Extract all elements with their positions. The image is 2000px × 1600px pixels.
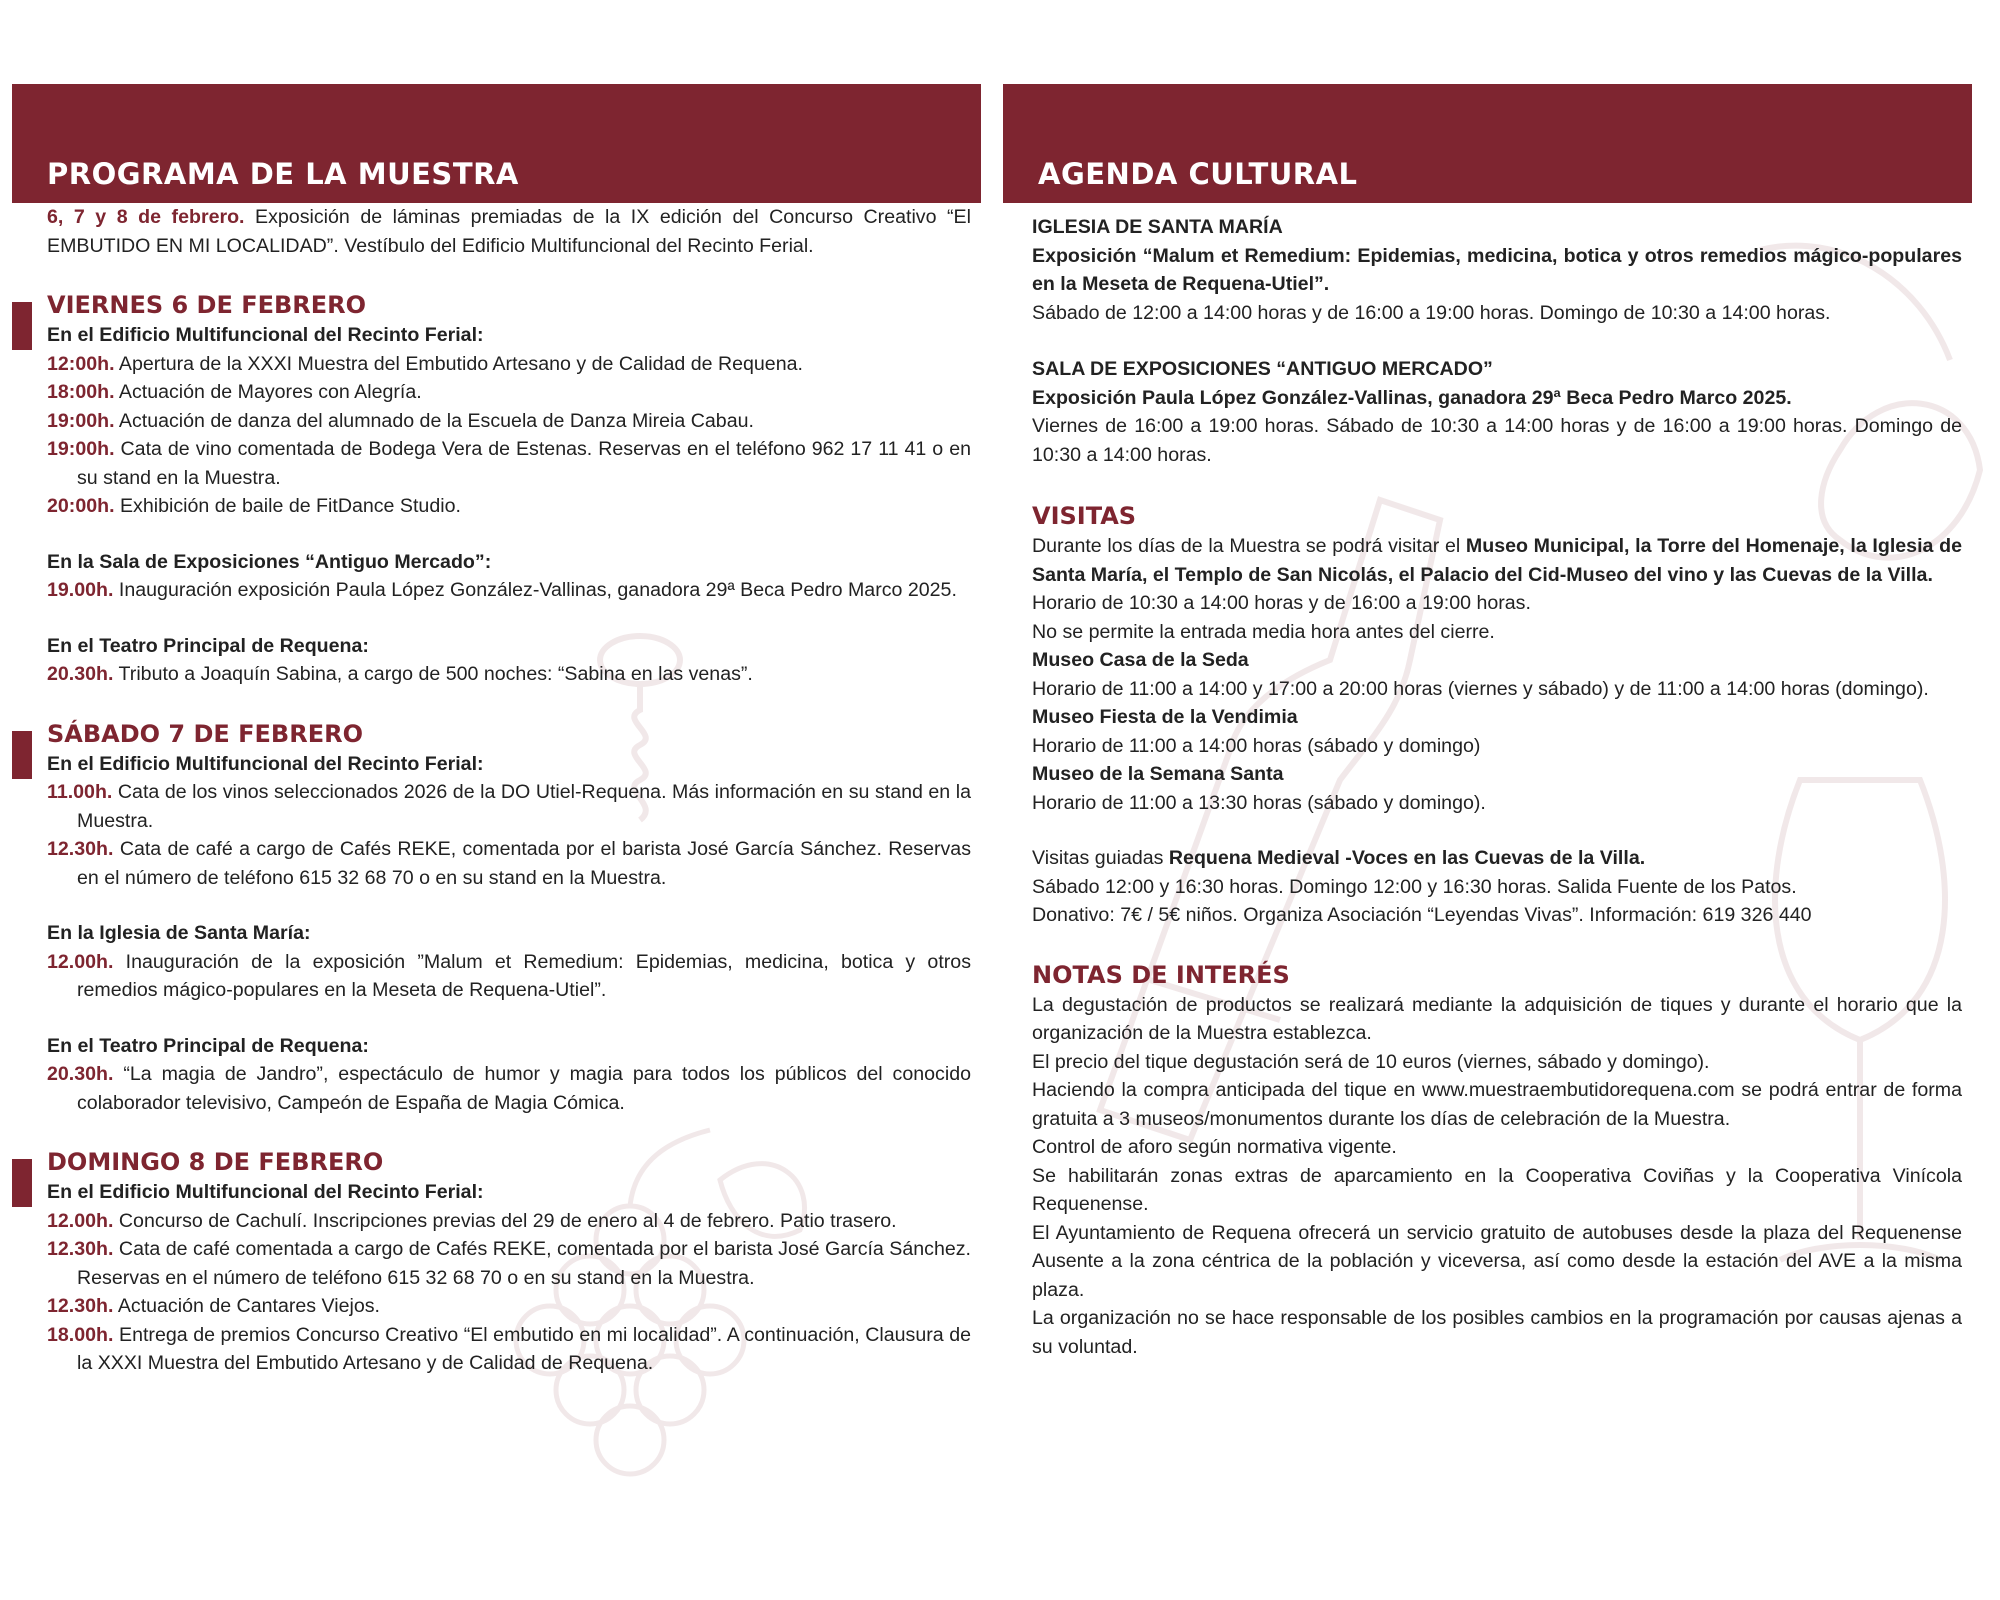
event-text: Cata de los vinos seleccionados 2026 de la DO Utiel-Requena. Más información en su stand en la Muestra. bbox=[77, 781, 971, 832]
intro-date: 6, 7 y 8 de febrero. bbox=[47, 206, 245, 228]
visitas-intro bbox=[1032, 532, 1962, 589]
nota-item: La degustación de productos se realizará mediante la adquisición de tiques y durante el horario que la organización de la Muestra establezca. bbox=[1032, 993, 1962, 1044]
event-text: Inauguración de la exposición ”Malum et Remedium: Epidemias, medicina, botica y otros remedios mágico-populares en la Meseta de Requena-Utiel”. bbox=[77, 950, 971, 1001]
iglesia-exhibition: Exposición “Malum et Remedium: Epidemias, medicina, botica y otros remedios mágico-populares en la Meseta de Requena-Utiel”. bbox=[1032, 244, 1962, 295]
event-time: 19:00h. bbox=[47, 438, 115, 460]
event-text: Actuación de Mayores con Alegría. bbox=[118, 381, 422, 403]
event-text: Actuación de Cantares Viejos. bbox=[117, 1295, 380, 1317]
event-text: Inauguración exposición Paula López González-Vallinas, ganadora 29ª Beca Pedro Marco 2025. bbox=[118, 579, 957, 601]
event-time: 12.00h. bbox=[47, 950, 114, 973]
visitas-intro-text: Durante los días de la Muestra se podrá visitar el bbox=[1032, 535, 1461, 557]
nota-item: Control de aforo según normativa vigente. bbox=[1032, 1136, 1397, 1158]
nota-item: Haciendo la compra anticipada del tique en www.muestraembutidorequena.com se podrá entrar de forma gratuita a 3 museos/monumentos durante los días de celebración de la Muestra. bbox=[1032, 1079, 1962, 1130]
event-item bbox=[47, 576, 971, 605]
agenda-body bbox=[1003, 213, 1972, 1361]
museum-hours: Horario de 11:00 a 14:00 y 17:00 a 20:00 horas (viernes y sábado) y de 11:00 a 14:00 horas (domingo). bbox=[1032, 677, 1929, 700]
programa-banner bbox=[12, 84, 981, 203]
section-marker bbox=[12, 1159, 32, 1207]
event-item bbox=[47, 948, 971, 1005]
event-text: Apertura de la XXXI Muestra del Embutido Artesano y de Calidad de Requena. bbox=[118, 352, 803, 375]
event-item bbox=[47, 1060, 971, 1117]
guided-info: Donativo: 7€ / 5€ niños. Organiza Asociación “Leyendas Vivas”. Información: 619 326 440 bbox=[1032, 904, 1812, 926]
venue-heading: En el Edificio Multifuncional del Recinto Ferial: bbox=[47, 324, 484, 346]
venue-heading: En el Edificio Multifuncional del Recinto Ferial: bbox=[47, 1181, 484, 1203]
visitas-places: Museo Municipal, la Torre del Homenaje, la Iglesia de Santa María, el Templo de San Nicolás, el Palacio del Cid-Museo del vino y las Cuevas de la Villa. bbox=[1032, 535, 1962, 586]
day-title: VIERNES 6 DE FEBRERO bbox=[47, 291, 367, 319]
event-time: 19.00h. bbox=[47, 579, 114, 601]
event-time: 12.30h. bbox=[47, 1238, 114, 1260]
iglesia-heading: IGLESIA DE SANTA MARÍA bbox=[1032, 216, 1283, 238]
event-time: 12:00h. bbox=[47, 352, 115, 375]
venue-heading: En el Teatro Principal de Requena: bbox=[47, 1034, 369, 1057]
visitas-hours: Horario de 10:30 a 14:00 horas y de 16:00 a 19:00 horas. bbox=[1032, 592, 1531, 614]
event-item bbox=[47, 407, 971, 436]
visitas-note: No se permite la entrada media hora antes del cierre. bbox=[1032, 620, 1495, 643]
museum-name: Museo de la Semana Santa bbox=[1032, 763, 1284, 785]
nota-item: Se habilitarán zonas extras de aparcamiento en la Cooperativa Coviñas y la Cooperativa Vinícola Requenense. bbox=[1032, 1164, 1962, 1215]
day-section-domingo bbox=[47, 1147, 971, 1378]
venue-heading: En el Teatro Principal de Requena: bbox=[47, 634, 369, 657]
section-marker bbox=[12, 731, 32, 779]
event-item bbox=[47, 1207, 971, 1236]
agenda-banner bbox=[1003, 84, 1972, 203]
museum-hours: Horario de 11:00 a 14:00 horas (sábado y domingo) bbox=[1032, 734, 1481, 757]
event-text: Concurso de Cachulí. Inscripciones previas del 29 de enero al 4 de febrero. Patio trasero. bbox=[118, 1209, 897, 1232]
venue-heading: En la Iglesia de Santa María: bbox=[47, 922, 311, 944]
programa-intro bbox=[47, 203, 971, 260]
guided-visits bbox=[1032, 844, 1962, 873]
event-time: 12.30h. bbox=[47, 1295, 114, 1317]
event-text: “La magia de Jandro”, espectáculo de humor y magia para todos los públicos del conocido colaborador televisivo, Campeón de España de Magia Cómica. bbox=[77, 1063, 971, 1114]
event-time: 20:00h. bbox=[47, 495, 115, 517]
sala-block bbox=[1032, 355, 1962, 469]
agenda-column bbox=[1003, 84, 1972, 1361]
event-text: Cata de vino comentada de Bodega Vera de Estenas. Reservas en el teléfono 962 17 11 41 o en su stand en la Muestra. bbox=[77, 438, 971, 489]
event-item bbox=[47, 435, 971, 492]
museum-name: Museo Casa de la Seda bbox=[1032, 649, 1249, 671]
event-item bbox=[47, 835, 971, 892]
iglesia-hours: Sábado de 12:00 a 14:00 horas y de 16:00 a 19:00 horas. Domingo de 10:30 a 14:00 horas. bbox=[1032, 301, 1831, 324]
agenda-title: AGENDA CULTURAL bbox=[1038, 157, 1358, 191]
event-item bbox=[47, 1235, 971, 1292]
event-time: 11.00h. bbox=[47, 781, 113, 803]
nota-item: La organización no se hace responsable de los posibles cambios en la programación por causas ajenas a su voluntad. bbox=[1032, 1307, 1962, 1358]
nota-item: El precio del tique degustación será de 10 euros (viernes, sábado y domingo). bbox=[1032, 1050, 1710, 1073]
day-title: DOMINGO 8 DE FEBRERO bbox=[47, 1148, 384, 1176]
nota-item: El Ayuntamiento de Requena ofrecerá un servicio gratuito de autobuses desde la plaza del Requenense Ausente a la zona céntrica de la población y viceversa, así como desde la estación del AVE a la misma plaza. bbox=[1032, 1221, 1962, 1301]
event-text: Cata de café comentada a cargo de Cafés REKE, comentada por el barista José García Sánchez. Reservas en el número de teléfono 615 32 68 70 o en su stand en la Muestra. bbox=[77, 1238, 971, 1289]
event-item bbox=[47, 778, 971, 835]
intro-text: Exposición de láminas premiadas de la IX edición del Concurso Creativo “El EMBUTIDO EN MI LOCALIDAD”. Vestíbulo del Edificio Multifuncional del Recinto Ferial. bbox=[47, 206, 971, 257]
venue-heading: En el Edificio Multifuncional del Recinto Ferial: bbox=[47, 752, 484, 775]
event-time: 20.30h. bbox=[47, 1063, 114, 1085]
event-item bbox=[47, 1321, 971, 1378]
event-text: Tributo a Joaquín Sabina, a cargo de 500 noches: “Sabina en las venas”. bbox=[118, 663, 753, 685]
visitas-block bbox=[1032, 501, 1962, 930]
museum-name: Museo Fiesta de la Vendimia bbox=[1032, 706, 1298, 728]
visitas-title: VISITAS bbox=[1032, 502, 1137, 530]
venue-heading: En la Sala de Exposiciones “Antiguo Mercado”: bbox=[47, 550, 492, 573]
event-text: Actuación de danza del alumnado de la Escuela de Danza Mireia Cabau. bbox=[118, 409, 754, 432]
event-time: 18.00h. bbox=[47, 1323, 114, 1346]
event-time: 12.00h. bbox=[47, 1209, 114, 1232]
programa-title: PROGRAMA DE LA MUESTRA bbox=[47, 157, 519, 191]
sala-exhibition: Exposición Paula López González-Vallinas, ganadora 29ª Beca Pedro Marco 2025. bbox=[1032, 386, 1792, 409]
museum-hours: Horario de 11:00 a 13:30 horas (sábado y domingo). bbox=[1032, 791, 1486, 814]
event-item bbox=[47, 1292, 971, 1321]
event-text: Entrega de premios Concurso Creativo “El embutido en mi localidad”. A continuación, Clausura de la XXXI Muestra del Embutido Artesano y de Calidad de Requena. bbox=[77, 1323, 971, 1374]
programa-body bbox=[12, 203, 981, 1378]
event-item bbox=[47, 350, 971, 379]
event-item bbox=[47, 660, 971, 689]
event-text: Cata de café a cargo de Cafés REKE, comentada por el barista José García Sánchez. Reservas en el número de teléfono 615 32 68 70 o en su stand en la Muestra. bbox=[77, 838, 971, 889]
day-section-sabado bbox=[47, 719, 971, 1118]
day-section-viernes bbox=[47, 290, 971, 689]
event-item bbox=[47, 492, 971, 521]
iglesia-block bbox=[1032, 213, 1962, 327]
event-time: 18:00h. bbox=[47, 381, 115, 403]
notas-block bbox=[1032, 960, 1962, 1362]
event-text: Exhibición de baile de FitDance Studio. bbox=[119, 495, 461, 517]
programa-column bbox=[12, 84, 981, 1378]
guided-hours: Sábado 12:00 y 16:30 horas. Domingo 12:00 y 16:30 horas. Salida Fuente de los Patos. bbox=[1032, 875, 1797, 898]
event-time: 20.30h. bbox=[47, 663, 114, 685]
event-time: 12.30h. bbox=[47, 838, 114, 860]
section-marker bbox=[12, 302, 32, 350]
day-title: SÁBADO 7 DE FEBRERO bbox=[47, 719, 363, 748]
guided-label: Visitas guiadas bbox=[1032, 847, 1164, 869]
sala-hours: Viernes de 16:00 a 19:00 horas. Sábado de 10:30 a 14:00 horas y de 16:00 a 19:00 horas. Domingo de 10:30 a 14:00 horas. bbox=[1032, 415, 1962, 466]
notas-title: NOTAS DE INTERÉS bbox=[1032, 960, 1290, 989]
event-item bbox=[47, 378, 971, 407]
guided-title: Requena Medieval -Voces en las Cuevas de la Villa. bbox=[1168, 847, 1646, 869]
event-time: 19:00h. bbox=[47, 409, 115, 432]
sala-heading: SALA DE EXPOSICIONES “ANTIGUO MERCADO” bbox=[1032, 358, 1493, 380]
